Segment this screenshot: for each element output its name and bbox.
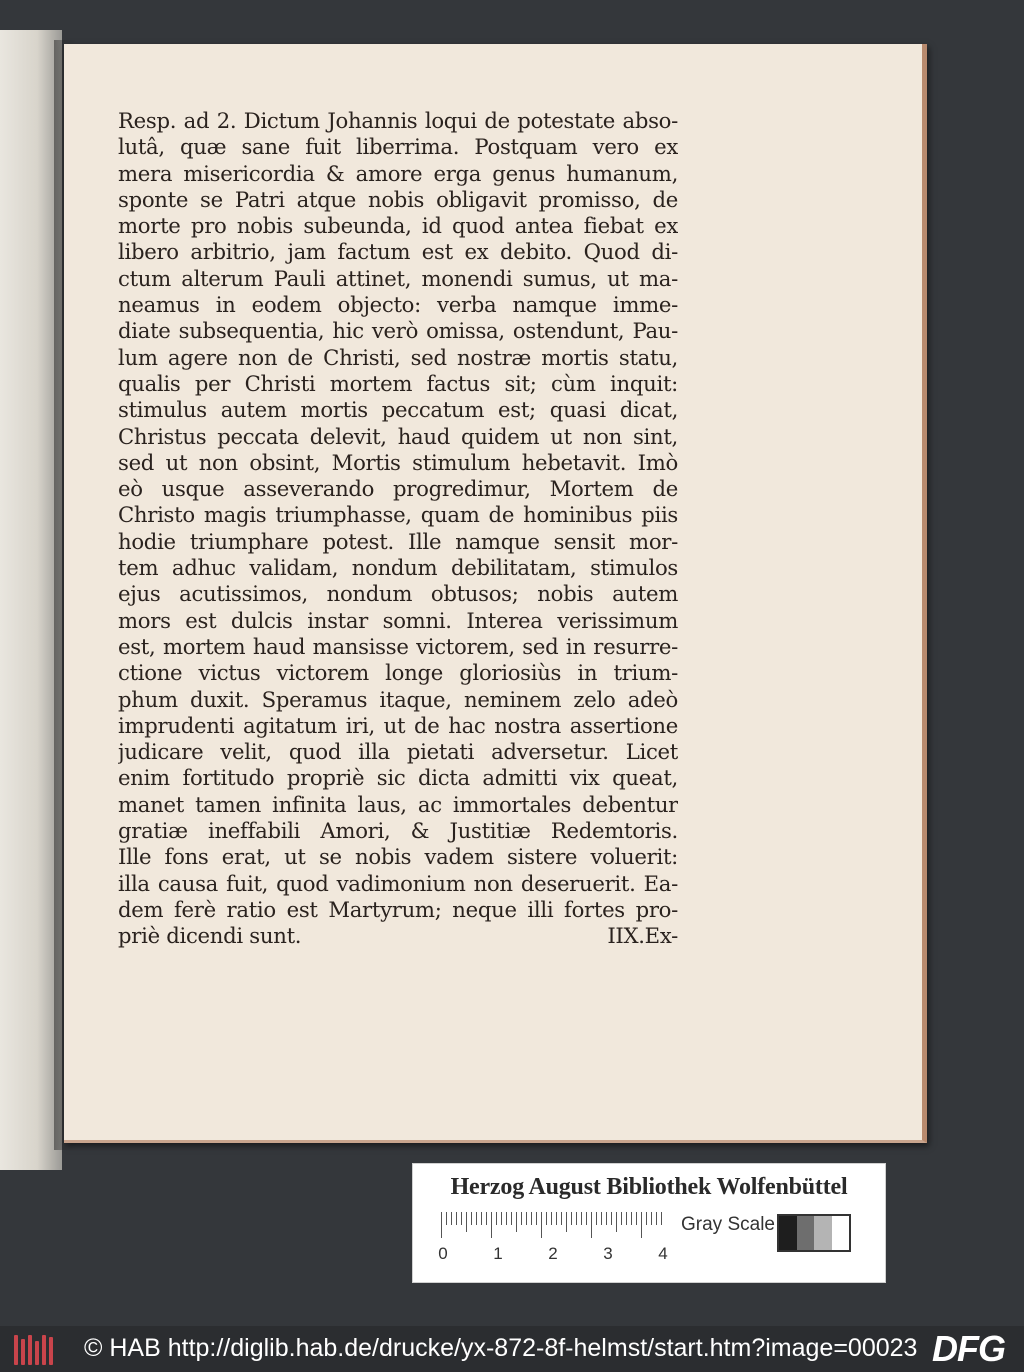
text-line: Christus peccata delevit, haud quidem ut non sint, (118, 423, 678, 449)
ruler-tick (521, 1212, 522, 1225)
ruler-tick (506, 1212, 507, 1225)
gray-scale-label: Gray Scale (681, 1214, 775, 1235)
ruler-tick (461, 1212, 462, 1225)
ruler-tick (586, 1212, 587, 1225)
ruler-tick (621, 1212, 622, 1225)
ruler-tick (561, 1212, 562, 1225)
text-line: imprudenti agitatum iri, ut de hac nostra assertione (118, 712, 678, 738)
ruler-tick (481, 1212, 482, 1225)
text-line: lutâ, quæ sane fuit liberrima. Postquam vero ex (118, 134, 678, 160)
text-line: Christo magis triumphasse, quam de hominibus piis (118, 502, 678, 528)
ruler-tick (451, 1212, 452, 1225)
footer-credit-link[interactable]: © HAB http://diglib.hab.de/drucke/yx-872-8f-helmst/start.htm?image=00023 (84, 1334, 918, 1362)
ruler-number: 0 (438, 1244, 448, 1263)
ruler-tick (456, 1212, 457, 1225)
hab-logo-icon (14, 1335, 60, 1365)
text-line: manet tamen infinita laus, ac immortales debentur (118, 791, 678, 817)
ruler-tick (501, 1212, 502, 1225)
ruler-tick (471, 1212, 472, 1225)
calibration-card (412, 1163, 886, 1283)
text-line: qualis per Christi mortem factus sit; cùm inquit: (118, 370, 678, 396)
text-line: illa causa fuit, quod vadimonium non deseruerit. Ea- (118, 870, 678, 896)
text-line: sponte se Patri atque nobis obligavit promisso, de (118, 186, 678, 212)
text-line: dem ferè ratio est Martyrum; neque illi fortes pro- (118, 896, 678, 922)
text-line: mors est dulcis instar somni. Interea verissimum (118, 607, 678, 633)
book-page (64, 44, 927, 1143)
text-line-final (118, 923, 678, 949)
ruler-number: 3 (603, 1244, 613, 1263)
gray-swatch (832, 1216, 850, 1250)
ruler-number: 4 (658, 1244, 668, 1263)
gray-swatch (779, 1216, 797, 1250)
ruler-tick (636, 1212, 637, 1225)
ruler-tick (566, 1212, 567, 1232)
ruler-tick (591, 1212, 592, 1238)
text-line: eò usque asseverando progredimur, Mortem de (118, 476, 678, 502)
text-line: est, mortem haud mansisse victorem, sed in resurre- (118, 633, 678, 659)
ruler-tick (486, 1212, 487, 1225)
calibration-title: Herzog August Bibliothek Wolfenbüttel (450, 1174, 848, 1200)
ruler-tick (516, 1212, 517, 1232)
ruler-tick (596, 1212, 597, 1225)
text-line: sed ut non obsint, Mortis stimulum hebetavit. Imò (118, 449, 678, 475)
text-line: Ille fons erat, ut se nobis vadem sistere voluerit: (118, 844, 678, 870)
ruler-tick (526, 1212, 527, 1225)
text-line: hodie triumphare potest. Ille namque sensit mor- (118, 528, 678, 554)
ruler-tick (626, 1212, 627, 1225)
dfg-logo: DFG (932, 1328, 1005, 1369)
ruler-tick (556, 1212, 557, 1225)
text-line: Resp. ad 2. Dictum Johannis loqui de potestate abso- (118, 108, 678, 133)
ruler-tick (631, 1212, 632, 1225)
ruler-tick (606, 1212, 607, 1225)
text-line: lum agere non de Christi, sed nostræ mortis statu, (118, 344, 678, 370)
ruler-tick (656, 1212, 657, 1225)
text-line: stimulus autem mortis peccatum est; quasi dicat, (118, 397, 678, 423)
ruler-tick (466, 1212, 467, 1232)
text-line: neamus in eodem objecto: verba namque imme- (118, 292, 678, 318)
text-line: gratiæ ineffabili Amori, & Justitiæ Redemtoris. (118, 818, 678, 844)
ruler-tick (601, 1212, 602, 1225)
ruler-tick (646, 1212, 647, 1225)
ruler-tick (651, 1212, 652, 1225)
final-line-text: priè dicendi sunt. (118, 923, 302, 949)
text-line: ejus acutissimos, nondum obtusos; nobis autem (118, 581, 678, 607)
gray-swatch (797, 1216, 815, 1250)
text-line: morte pro nobis subeunda, id quod antea fiebat ex (118, 213, 678, 239)
text-line: phum duxit. Speramus itaque, neminem zelo adeò (118, 686, 678, 712)
text-line: mera misericordia & amore erga genus humanum, (118, 160, 678, 186)
text-line: enim fortitudo propriè sic dicta admitti vix queat, (118, 765, 678, 791)
ruler-tick (641, 1212, 642, 1238)
ruler-tick (571, 1212, 572, 1225)
text-line: diate subsequentia, hic verò omissa, ostendunt, Pau- (118, 318, 678, 344)
text-line: judicare velit, quod illa pietati adversetur. Licet (118, 739, 678, 765)
previous-page-edge (0, 30, 62, 1170)
ruler-tick (446, 1212, 447, 1225)
ruler-tick (576, 1212, 577, 1225)
text-line: ctione victus victorem longe gloriosiùs in trium- (118, 660, 678, 686)
text-line: libero arbitrio, jam factum est ex debito. Quod di- (118, 239, 678, 265)
ruler-scale (441, 1212, 671, 1238)
page-text-block (118, 108, 678, 950)
ruler-tick (536, 1212, 537, 1225)
gray-scale-swatches (777, 1214, 851, 1252)
ruler-tick (441, 1212, 442, 1238)
ruler-tick (661, 1212, 662, 1225)
ruler-tick (616, 1212, 617, 1232)
ruler-tick (491, 1212, 492, 1238)
ruler-tick (531, 1212, 532, 1225)
ruler-tick (496, 1212, 497, 1225)
ruler-number: 1 (493, 1244, 503, 1263)
ruler-number: 2 (548, 1244, 558, 1263)
catchword: IIX.Ex- (607, 923, 678, 949)
ruler-tick (476, 1212, 477, 1225)
ruler-tick (511, 1212, 512, 1225)
text-line: ctum alterum Pauli attinet, monendi sumus, ut ma- (118, 265, 678, 291)
ruler-tick (581, 1212, 582, 1225)
ruler-tick (546, 1212, 547, 1225)
ruler-tick (611, 1212, 612, 1225)
text-line: tem adhuc validam, nondum debilitatam, stimulos (118, 555, 678, 581)
ruler-tick (551, 1212, 552, 1225)
ruler-tick (541, 1212, 542, 1238)
gray-swatch (814, 1216, 832, 1250)
